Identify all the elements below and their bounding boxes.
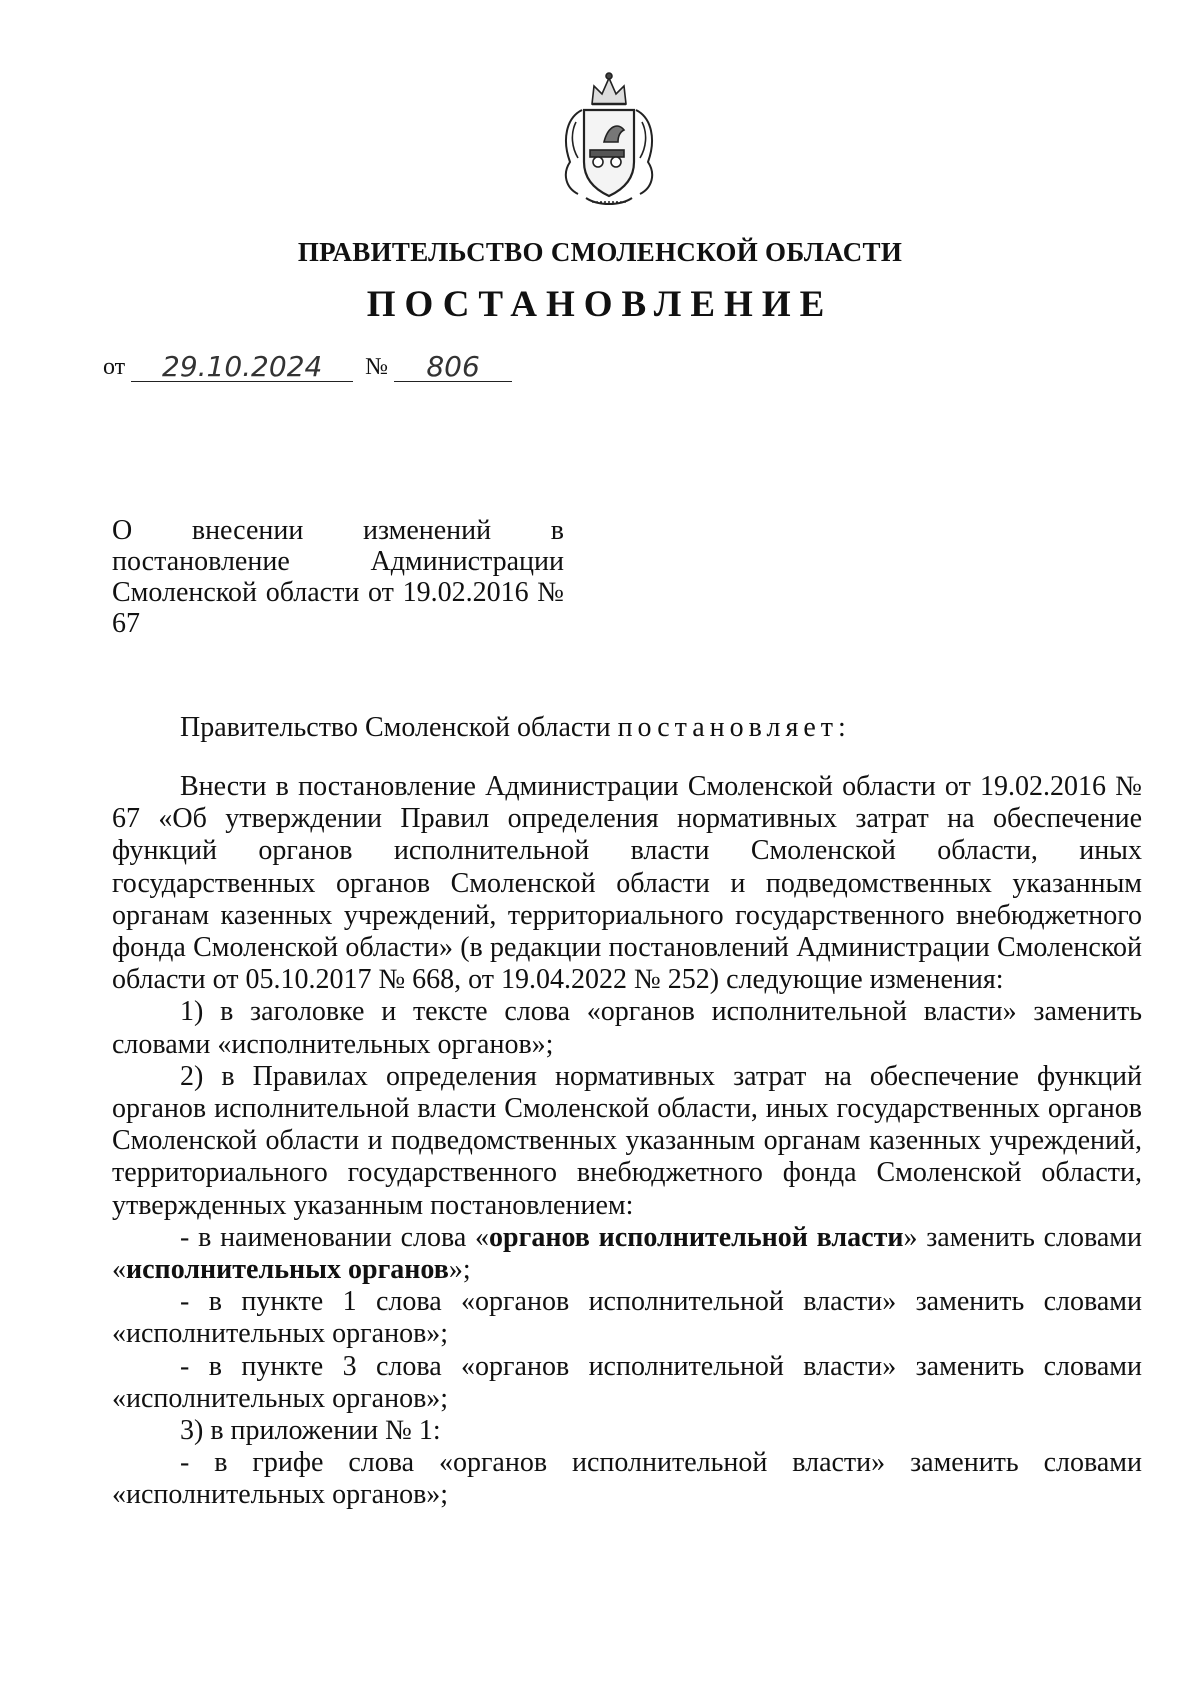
smolensk-coat-of-arms-icon [552,70,666,210]
item-2a-middle: » заменить словами « [112,1221,1142,1286]
item-2a-old-term: органов исполнительной власти [489,1221,904,1253]
body-item-2: 2) в Правилах определения нормативных затрат на обеспечение функций органов исполнительной власти Смоленской области, иных государственных органов Смоленской области и подведомственных указанным органам казенных учреждений, территориального государственного внебюджетного фонда Смоленской области, утвержденных указанным постановлением: [112,1060,1142,1221]
preamble [180,712,851,744]
body-paragraph-intro: Внести в постановление Администрации Смоленской области от 19.02.2016 № 67 «Об утверждении Правил определения нормативных затрат на обеспечение функций органов исполнительной власти Смоленской области, иных государственных органов Смоленской области и подведомственных указанным органам казенных учреждений, территориального государственного внебюджетного фонда Смоленской области» (в редакции постановлений Администрации Смоленской области от 05.10.2017 № 668, от 19.04.2022 № 252) следующие изменения: [112,771,1142,996]
body-item-1: 1) в заголовке и тексте слова «органов исполнительной власти» заменить словами «исполнительных органов»; [112,996,1142,1060]
item-2a-suffix: »; [448,1254,471,1286]
body-item-2b: - в пункте 1 слова «органов исполнительной власти» заменить словами «исполнительных органов»; [112,1286,1142,1350]
item-2a-new-term: исполнительных органов [126,1254,449,1286]
item-2a-prefix: - в наименовании слова « [180,1221,490,1253]
date-number-line [103,350,512,383]
document-number: 806 [394,353,512,382]
number-prefix: № [365,354,389,380]
document-body [112,771,1142,1512]
preamble-verb: постановляет: [617,712,851,743]
document-subject: О внесении изменений в постановление Администрации Смоленской области от 19.02.2016 № 67 [112,515,564,639]
preamble-text: Правительство Смоленской области [180,712,618,743]
organization-name: ПРАВИТЕЛЬСТВО СМОЛЕНСКОЙ ОБЛАСТИ [297,237,903,267]
body-item-3: 3) в приложении № 1: [180,1415,441,1447]
body-item-3a: - в грифе слова «органов исполнительной власти» заменить словами «исполнительных органов»; [112,1447,1142,1511]
body-item-2c: - в пункте 3 слова «органов исполнительной власти» заменить словами «исполнительных органов»; [112,1350,1142,1414]
date-prefix: от [103,354,126,380]
document-type-title: ПОСТАНОВЛЕНИЕ [366,284,834,325]
body-item-2a [112,1222,1142,1286]
document-date: 29.10.2024 [131,353,353,382]
coat-of-arms-svg [552,70,666,210]
